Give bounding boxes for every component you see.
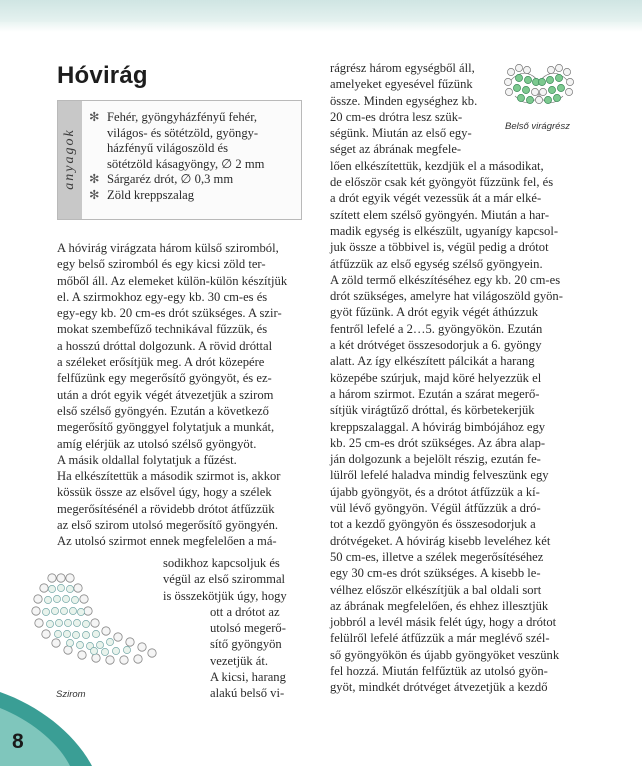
top-color-band bbox=[0, 0, 642, 22]
material-item: világos- és sötétzöld, gyöngy- bbox=[107, 125, 259, 140]
material-item: házfényű világoszöld és bbox=[107, 141, 228, 155]
text-line: alatt. Az így elkészített pálcikát a harang bbox=[330, 354, 535, 369]
materials-list bbox=[88, 110, 298, 203]
inner-petal-caption: Belső virágrész bbox=[505, 121, 570, 132]
text-line: juk össze a többivel is, végül pedig a drótot bbox=[330, 240, 549, 255]
text-line: megerősítésénél a rövidebb drótot átfűzzük bbox=[57, 501, 275, 516]
material-item: ✻ Sárgaréz drót, ∅ 0,3 mm bbox=[89, 172, 234, 186]
text-line: séget az ábrának megfele- bbox=[330, 142, 462, 157]
text-line: az első szirom utolsó megerősítő gyöngyén. bbox=[57, 518, 279, 533]
materials-label: anyagok bbox=[62, 128, 77, 190]
left-column-wrap-text bbox=[163, 555, 308, 702]
text-line: a két drótvéget összesodorjuk a 6. gyöngy bbox=[330, 338, 542, 353]
text-line: is összekötjük úgy, hogy bbox=[163, 588, 287, 603]
text-line: vül lévő gyöngyön. Végül átfűzzük a dró- bbox=[330, 501, 541, 516]
text-line: de először csak két gyöngyöt fűzzünk fel, és bbox=[330, 175, 554, 190]
text-line: drót szükséges, amelyre hat világoszöld gyön- bbox=[330, 289, 563, 304]
snowflake-bullet-icon: ✻ bbox=[89, 172, 100, 186]
text-line: egy-egy kb. 20 cm-es drót szükséges. A szir- bbox=[57, 306, 282, 321]
text-line: ségünk. Miután az első egy- bbox=[330, 126, 472, 141]
text-line: el. A szirmokhoz egy-egy kb. 30 cm-es és bbox=[57, 289, 268, 304]
text-line: 50 cm-es, illetve a szélek megerősítéséhez bbox=[330, 549, 544, 564]
materials-box bbox=[57, 100, 302, 220]
text-line: Ha elkészítettük a második szirmot is, akkor bbox=[57, 469, 281, 484]
text-line: kreppszalaggal. A hóvirág bimbójához egy bbox=[330, 419, 546, 434]
text-line: amíg elérjük az utolsó szélső gyöngyöt. bbox=[57, 436, 257, 451]
text-line: kössük össze az elsővel úgy, hogy a szélek bbox=[57, 485, 272, 500]
right-column-text bbox=[330, 60, 588, 696]
text-line: gyöt, mindkét drótvéget átvezetjük a kezdő bbox=[330, 680, 548, 695]
text-line: alakú belső vi- bbox=[210, 686, 285, 701]
text-line: mokat szembefűző technikával fűzzük, és bbox=[57, 322, 268, 337]
materials-tab bbox=[58, 101, 82, 219]
text-line: gyöt fűzünk. A drót egyik végét áthúzzuk bbox=[330, 305, 539, 320]
text-line: sodikhoz kapcsoljuk és bbox=[163, 556, 280, 570]
text-line: felülről lefelé átfűzzük a már meglévő szél- bbox=[330, 631, 550, 646]
text-line: jobbról a levél másik felét úgy, hogy a drótot bbox=[330, 615, 557, 630]
text-line: fel hozzá. Miután felfűztük az utolsó gyön- bbox=[330, 663, 548, 678]
text-line: ső gyöngyökön és újabb gyöngyöket veszünk bbox=[330, 647, 560, 662]
text-line: közepébe szúrjuk, majd köré helyezzük el bbox=[330, 370, 542, 385]
left-column-text bbox=[57, 240, 309, 550]
text-line: első szélső gyöngyén. Ezután a következő bbox=[57, 403, 269, 418]
text-line: a hosszú dróttal dolgozunk. A rövid dróttal bbox=[57, 338, 273, 353]
text-line: a három szirmot. Ezután a szárat megerő- bbox=[330, 386, 540, 401]
material-item: ✻ Zöld kreppszalag bbox=[89, 187, 195, 202]
text-line: A másik oldallal folytatjuk a fűzést. bbox=[57, 452, 237, 467]
text-line: a drót egyik végét vezessük át a már elké- bbox=[330, 191, 542, 206]
text-line: drótvégeket. A hóvirág kisebb leveléhez két bbox=[330, 533, 551, 548]
text-line: felfűzünk egy megerősítő gyöngyöt, és ez- bbox=[57, 371, 272, 386]
text-line: 20 cm-es drótra lesz szük- bbox=[330, 109, 463, 124]
text-line: A zöld termő elkészítéséhez egy kb. 20 cm-es bbox=[330, 272, 561, 287]
text-line: fentről lefelé a 2…5. gyöngyökön. Ezután bbox=[330, 321, 543, 336]
text-line: után a drót egyik végét átvezetjük a szirom bbox=[57, 387, 274, 402]
snowflake-bullet-icon: ✻ bbox=[89, 110, 100, 124]
snowflake-bullet-icon: ✻ bbox=[89, 187, 100, 202]
text-line: tot a kezdő gyöngyön és összesodorjuk a bbox=[330, 517, 536, 532]
text-line: átfűzzük az első egység szélső gyöngyein. bbox=[330, 256, 543, 271]
text-line: utolsó megerő- bbox=[210, 621, 286, 636]
text-line: A kicsi, harang bbox=[210, 670, 286, 685]
text-line: végül az első szirommal bbox=[163, 572, 286, 587]
text-line: amelyeket egyesével fűzünk bbox=[330, 77, 473, 92]
material-item: sötétzöld kásagyöngy, ∅ 2 mm bbox=[107, 156, 265, 171]
text-line: a széleket erősítjük meg. A drót közepére bbox=[57, 355, 265, 370]
text-line: össze. Minden egységhez kb. bbox=[330, 93, 478, 108]
text-line: újabb gyöngyöt, és a drótot átfűzzük a kí- bbox=[330, 484, 540, 499]
text-line: lően elkészítettük, kezdjük el a másodikat, bbox=[330, 158, 544, 173]
text-line: vezetjük át. bbox=[210, 653, 269, 668]
text-line: ott a drótot az bbox=[210, 604, 280, 619]
text-line: ján dolgozunk a bejelölt részig, ezután fe- bbox=[330, 452, 541, 467]
text-line: vélhez először elkészítjük a bal oldali sort bbox=[330, 582, 542, 597]
material-item: ✻ Fehér, gyöngyházfényű fehér, bbox=[89, 110, 258, 124]
page-title: Hóvirág bbox=[57, 62, 148, 89]
text-line: megerősítő gyönggyel folytatjuk a munkát, bbox=[57, 420, 275, 435]
petal-caption: Szirom bbox=[56, 689, 86, 700]
text-line: mőből áll. Az elemeket külön-külön készítjük bbox=[57, 273, 288, 288]
text-line: egy 30 cm-es drót szükséges. A kisebb le- bbox=[330, 566, 541, 581]
text-line: egy belső sziromból és egy kicsi zöld ter- bbox=[57, 257, 266, 272]
page-number: 8 bbox=[12, 730, 24, 753]
text-line: Az utolsó szirmot ennek megfelelően a má- bbox=[57, 534, 277, 549]
text-line: az ábrának megfelelően, és ehhez illesztjük bbox=[330, 598, 549, 613]
text-line: lülről lefelé haladva mindig felveszünk egy bbox=[330, 468, 549, 483]
text-line: kb. 25 cm-es drót szükséges. Az ábra alap- bbox=[330, 435, 546, 450]
text-line: rágrész három egységből áll, bbox=[330, 61, 475, 75]
text-line: szített elem szélső gyöngyén. Miután a har- bbox=[330, 207, 550, 222]
text-line: sítő gyöngyön bbox=[210, 637, 282, 652]
text-line: sítjük virágtűző dróttal, és körbetekerjük bbox=[330, 403, 535, 418]
text-line: madik egység is elkészült, ugyanígy kapcsol- bbox=[330, 223, 559, 238]
text-line: A hóvirág virágzata három külső sziromból, bbox=[57, 241, 279, 255]
